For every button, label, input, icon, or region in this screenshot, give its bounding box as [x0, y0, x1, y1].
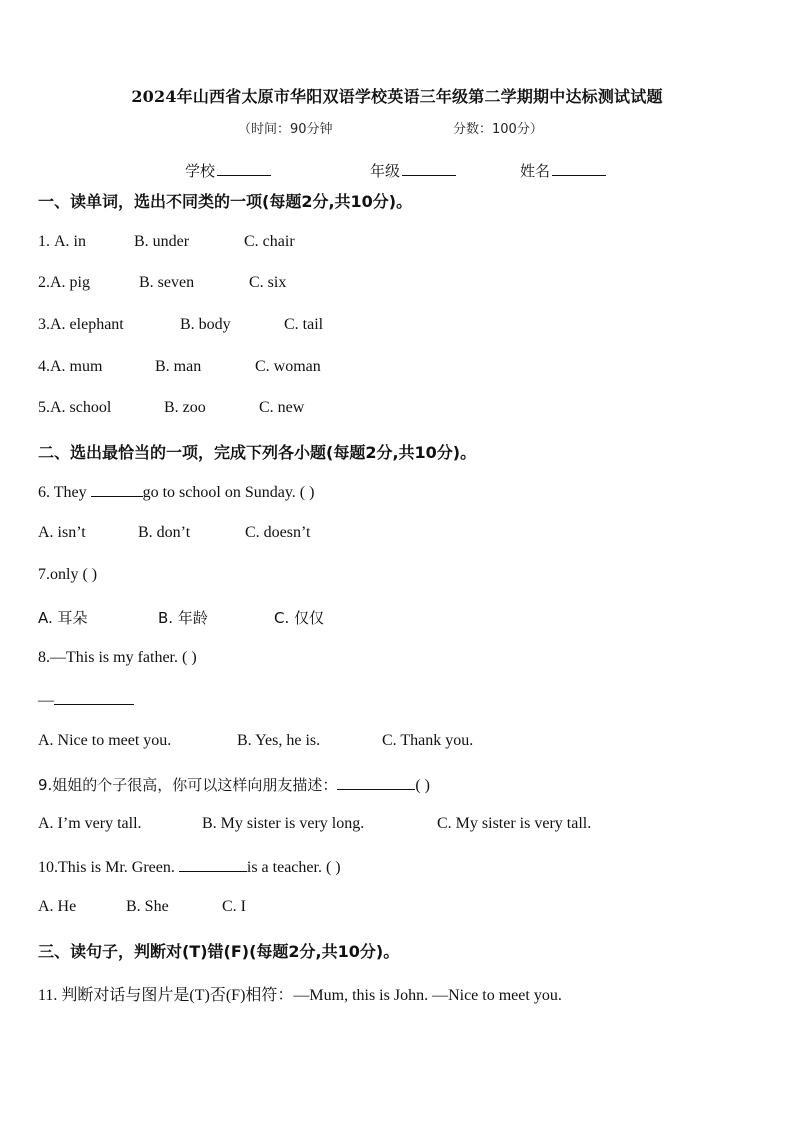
option-a[interactable]: A. mum [50, 358, 103, 375]
section-1-heading: 一、读单词，选出不同类的一项(每题2分,共10分)。 [38, 192, 413, 211]
question-2 [38, 274, 286, 292]
question-7: 7.only ( ) [38, 566, 98, 583]
school-label: 学校 [185, 162, 216, 180]
question-6 [38, 482, 314, 502]
option-c[interactable]: C. Thank you. [382, 732, 474, 749]
option-b[interactable]: B. don’t [138, 524, 191, 541]
question-6-options [38, 524, 310, 542]
question-number: 3. [38, 316, 50, 333]
question-4 [38, 358, 321, 376]
option-c[interactable]: C. chair [244, 233, 295, 250]
option-c[interactable]: C. My sister is very tall. [437, 815, 592, 832]
question-number: 2. [38, 274, 50, 291]
option-c[interactable]: C. six [249, 274, 287, 291]
question-9-paren: ( ) [415, 777, 430, 794]
option-c[interactable]: C. doesn’t [245, 524, 311, 541]
question-number: 5. [38, 399, 50, 416]
question-number: 1. [38, 233, 54, 250]
question-3 [38, 316, 323, 334]
answer-blank[interactable] [54, 690, 134, 705]
school-field [185, 160, 271, 181]
question-9 [38, 774, 430, 795]
question-number: 4. [38, 358, 50, 375]
option-a[interactable]: A. I’m very tall. [38, 815, 142, 832]
question-9-options [38, 815, 591, 833]
option-c[interactable]: C. woman [255, 358, 321, 375]
option-b[interactable]: B. zoo [164, 399, 206, 416]
question-8-reply [38, 690, 134, 710]
option-c[interactable]: C. new [259, 399, 305, 416]
option-b[interactable]: B. man [155, 358, 202, 375]
school-blank[interactable] [217, 161, 271, 176]
option-a[interactable]: A. He [38, 898, 77, 915]
question-9-text: 9.姐姐的个子很高，你可以这样向朋友描述： [38, 776, 338, 794]
question-5 [38, 399, 304, 417]
option-a[interactable]: A. pig [50, 274, 90, 291]
name-blank[interactable] [552, 161, 606, 176]
exam-title: 2024年山西省太原市华阳双语学校英语三年级第二学期期中达标测试试题 [131, 87, 663, 106]
option-a[interactable]: A. elephant [50, 316, 124, 333]
option-b[interactable]: B. body [180, 316, 231, 333]
question-11: 11. 判断对话与图片是(T)否(F)相符：—Mum, this is John. —Nice to meet you. [38, 987, 562, 1004]
answer-blank[interactable] [179, 857, 247, 872]
option-b[interactable]: B. Yes, he is. [237, 732, 321, 749]
score-info: 分数：100分） [453, 122, 543, 137]
option-a[interactable]: A. Nice to meet you. [38, 732, 172, 749]
question-10-text-start: 10.This is Mr. Green. [38, 859, 179, 876]
answer-blank[interactable] [337, 775, 415, 790]
section-3-heading: 三、读句子，判断对(T)错(F)(每题2分,共10分)。 [38, 942, 400, 961]
time-info: （时间：90分钟 [238, 122, 333, 137]
option-a[interactable]: A. 耳朵 [38, 609, 88, 627]
question-7-options [38, 607, 324, 628]
name-field [520, 160, 606, 181]
option-c[interactable]: C. 仅仅 [274, 609, 325, 627]
question-10-options [38, 898, 246, 916]
section-2-heading: 二、选出最恰当的一项，完成下列各小题(每题2分,共10分)。 [38, 443, 477, 462]
question-10 [38, 857, 341, 877]
grade-label: 年级 [370, 162, 401, 180]
option-b[interactable]: B. under [134, 233, 190, 250]
option-b[interactable]: B. 年龄 [158, 609, 208, 627]
option-a[interactable]: A. school [50, 399, 112, 416]
question-10-text-end: is a teacher. ( ) [246, 859, 341, 876]
option-c[interactable]: C. tail [284, 316, 324, 333]
grade-field [370, 160, 456, 181]
question-8: 8.—This is my father. ( ) [38, 649, 197, 666]
grade-blank[interactable] [402, 161, 456, 176]
question-8-options [38, 732, 473, 750]
option-b[interactable]: B. My sister is very long. [202, 815, 365, 832]
option-a[interactable]: A. isn’t [38, 524, 86, 541]
answer-blank[interactable] [91, 482, 143, 497]
reply-dash: — [38, 692, 54, 709]
question-6-text-start: 6. They [38, 484, 91, 501]
question-1 [38, 233, 295, 251]
name-label: 姓名 [520, 162, 551, 180]
option-b[interactable]: B. She [126, 898, 169, 915]
option-c[interactable]: C. I [222, 898, 246, 915]
question-6-text-end: go to school on Sunday. ( ) [142, 484, 315, 501]
option-a[interactable]: A. in [54, 233, 86, 250]
option-b[interactable]: B. seven [139, 274, 195, 291]
